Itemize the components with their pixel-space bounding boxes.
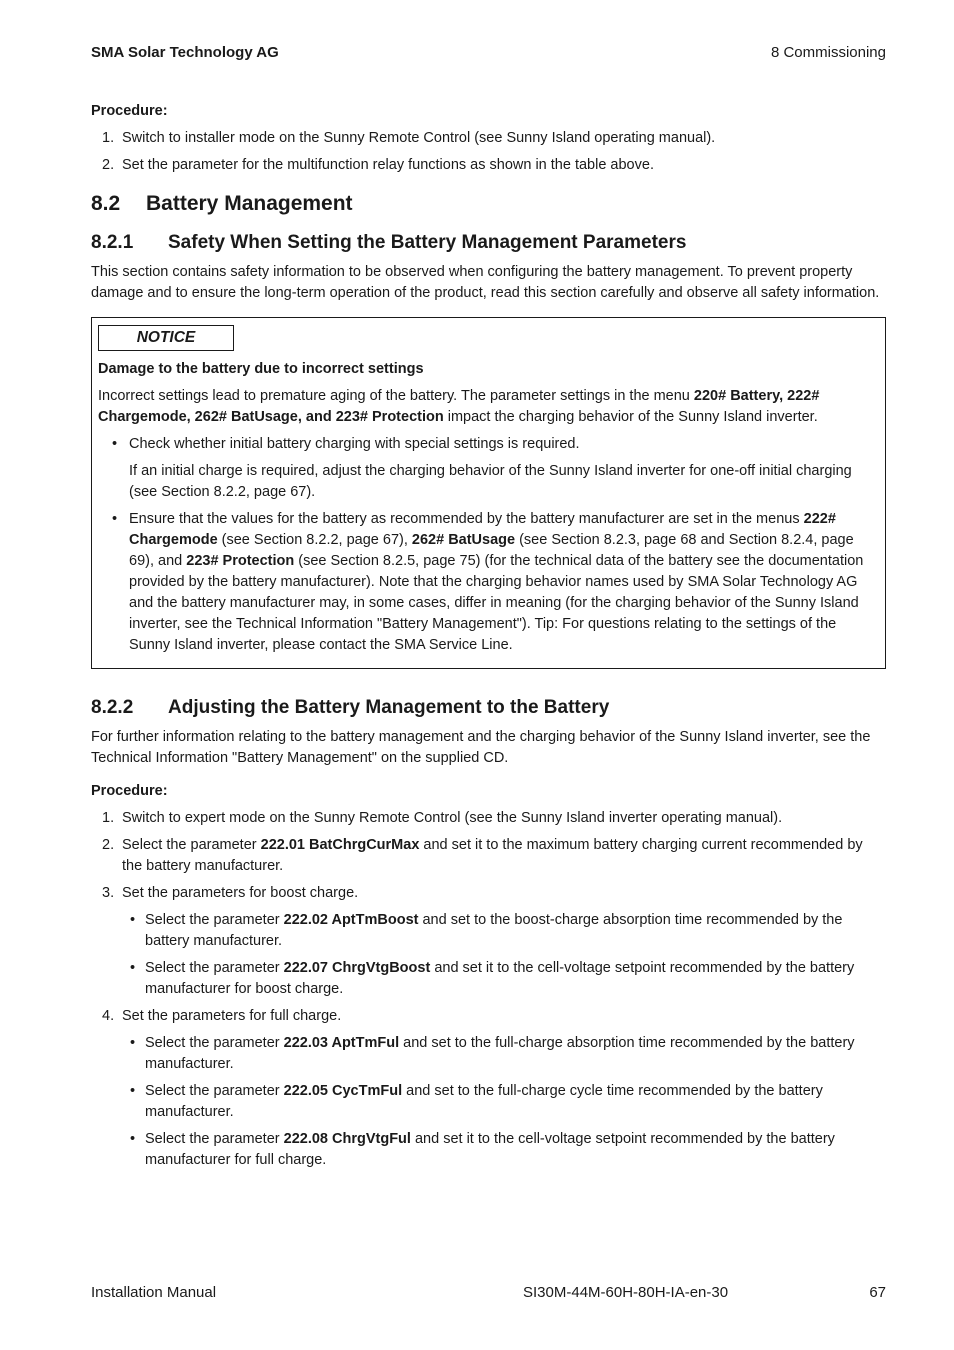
procedure-step: 1. Switch to expert mode on the Sunny Remote Control (see the Sunny Island inverter operating manual). <box>102 810 783 826</box>
notice-bullets <box>98 434 879 656</box>
procedure-label: Procedure: <box>91 103 168 119</box>
page-number: 67 <box>869 1284 886 1301</box>
substep: • Select the parameter 222.07 ChrgVtgBoost and set it to the cell-voltage setpoint recommended by the battery manufacturer for boost charge. <box>122 958 886 1000</box>
section-heading-8-2-1: 8.2.1 Safety When Setting the Battery Management Parameters <box>91 232 687 253</box>
section-heading-8-2: 8.2 Battery Management <box>91 192 353 215</box>
header-chapter: 8 Commissioning <box>770 44 886 61</box>
notice-bullet: • Ensure that the values for the battery as recommended by the battery manufacturer are set in the menus 222# Chargemode (see Section 8.2.2, page 67), 262# BatUsage (see Section 8.2.3, page 68 and Section 8.2.4, page 69), and 223# Protection (see Section 8.2.5, page 75) (for the technical data of the battery see the documentation provided by the battery manufacturer). Note that the charging behavior names used by SMA Solar Technology AG and the battery manufacturer may, in some cases, differ in meaning (for the charging behavior of the Sunny Island inverter, see the Technical Information "Battery Management"). Tip: For questions relating to the settings of the Sunny Island inverter, please contact the SMA Service Line. <box>98 509 879 656</box>
procedure-step: 2. Set the parameter for the multifunction relay functions as shown in the table above. <box>102 157 654 173</box>
notice-paragraph: Incorrect settings lead to premature aging of the battery. The parameter settings in the menu 220# Battery, 222# Chargemode, 262# BatUsage, and 223# Protection impact the charging behavior of the Sunny Island inverter. <box>98 388 820 425</box>
page-content <box>91 101 886 1177</box>
substep: • Select the parameter 222.08 ChrgVtgFul and set it to the cell-voltage setpoint recommended by the battery manufacturer for full charge. <box>122 1129 886 1171</box>
procedure-step: 3. Set the parameters for boost charge. • Select the parameter 222.02 AptTmBoost and set to the boost-charge absorption time recommended by the battery manufacturer. • Select the parameter 222.07 ChrgVtgBoost and set it to the cell-voltage setpoint recommended by the battery manufacturer for boost charge. <box>91 883 886 1000</box>
section-intro: This section contains safety information to be observed when configuring the battery management. To prevent property damage and to ensure the long-term operation of the product, read this section carefully and observe all safety information. <box>91 264 880 301</box>
substep: • Select the parameter 222.05 CycTmFul and set to the full-charge cycle time recommended by the battery manufacturer. <box>122 1081 886 1123</box>
substep: • Select the parameter 222.03 AptTmFul and set to the full-charge absorption time recommended by the battery manufacturer. <box>122 1033 886 1075</box>
section-heading-8-2-2: 8.2.2 Adjusting the Battery Management to the Battery <box>91 697 610 718</box>
footer-manual-title: Installation Manual <box>91 1284 217 1301</box>
notice-title: Damage to the battery due to incorrect settings <box>98 361 424 377</box>
notice-bullet: • Check whether initial battery charging with special settings is required. If an initial charge is required, adjust the charging behavior of the Sunny Island inverter for one-off initial charging (see Section 8.2.2, page 67). <box>98 434 879 503</box>
substep-list <box>122 1033 886 1171</box>
procedure-step: 1. Switch to installer mode on the Sunny Remote Control (see Sunny Island operating manual). <box>102 130 716 146</box>
footer-doc-id: SI30M-44M-60H-80H-IA-en-30 <box>523 1284 729 1301</box>
procedure-label: Procedure: <box>91 783 168 799</box>
notice-bullet-detail: If an initial charge is required, adjust the charging behavior of the Sunny Island inverter for one-off initial charging (see Section 8.2.2, page 67). <box>129 463 852 500</box>
procedure-list <box>91 808 886 1171</box>
notice-tag: NOTICE <box>98 325 234 351</box>
procedure-step: 2. Select the parameter 222.01 BatChrgCurMax and set it to the maximum battery charging current recommended by the battery manufacturer. <box>102 837 863 874</box>
section-intro: For further information relating to the battery management and the charging behavior of the Sunny Island inverter, see the Technical Information "Battery Management" on the supplied CD. <box>91 729 871 766</box>
notice-box <box>91 317 886 669</box>
substep-list <box>122 910 886 1000</box>
procedure-step: 4. Set the parameters for full charge. • Select the parameter 222.03 AptTmFul and set to the full-charge absorption time recommended by the battery manufacturer. • Select the parameter 222.05 CycTmFul and set to the full-charge cycle time recommended by the battery manufacturer. • Select the parameter 222.08 ChrgVtgFul and set it to the cell-voltage setpoint recommended by the battery manufacturer for full charge. <box>91 1006 886 1171</box>
substep: • Select the parameter 222.02 AptTmBoost and set to the boost-charge absorption time recommended by the battery manufacturer. <box>122 910 886 952</box>
header-company: SMA Solar Technology AG <box>91 44 279 61</box>
procedure-list <box>91 128 886 176</box>
